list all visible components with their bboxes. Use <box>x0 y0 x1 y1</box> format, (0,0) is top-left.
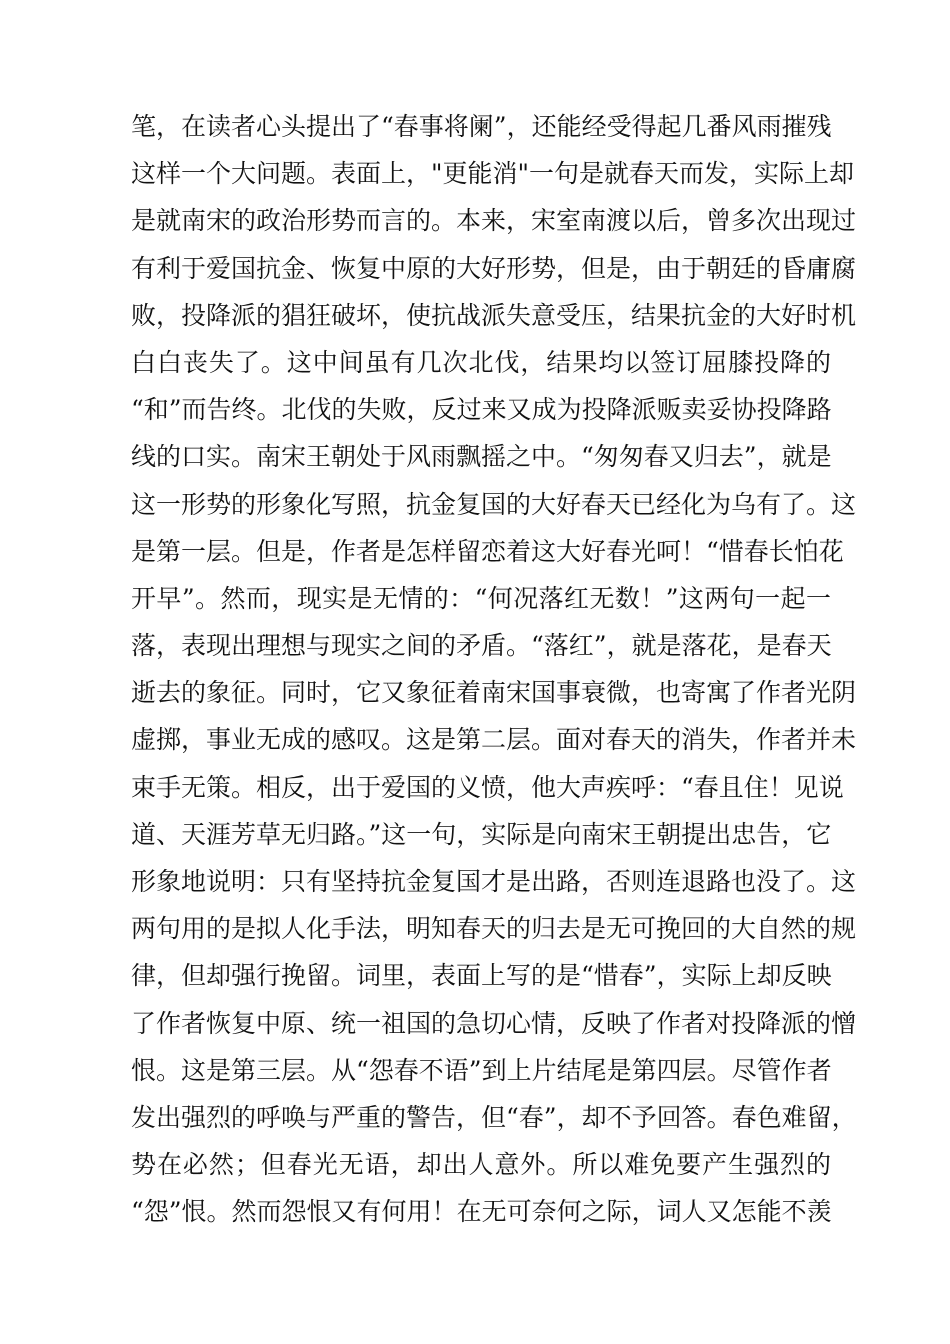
text-line-14: 虚掷，事业无成的感叹。这是第二层。面对春天的消失，作者并未 <box>131 725 857 755</box>
text-line-5: 败，投降派的猖狂破坏，使抗战派失意受压，结果抗金的大好时机 <box>131 300 857 330</box>
text-line-16: 道、天涯芳草无归路。”这一句，实际是向南宋王朝提出忠告，它 <box>131 819 832 849</box>
text-line-2: 这样一个大问题。表面上，"更能消"一句是就春天而发，实际上却 <box>131 159 855 189</box>
text-line-8: 线的口实。南宋王朝处于风雨飘摇之中。“匆匆春又归去”，就是 <box>131 442 832 472</box>
text-line-6: 白白丧失了。这中间虽有几次北伐，结果均以签订屈膝投降的 <box>131 347 831 377</box>
text-line-18: 两句用的是拟人化手法，明知春天的归去是无可挽回的大自然的规 <box>131 914 857 944</box>
text-line-24: “怨”恨。然而怨恨又有何用！在无可奈何之际，词人又怎能不羡 <box>131 1197 832 1227</box>
text-line-15: 束手无策。相反，出于爱国的义愤，他大声疾呼：“春且住！见说 <box>131 772 844 802</box>
text-line-9: 这一形势的形象化写照，抗金复国的大好春天已经化为乌有了。这 <box>131 489 857 519</box>
text-line-21: 恨。这是第三层。从“怨春不语”到上片结尾是第四层。尽管作者 <box>131 1055 832 1085</box>
text-line-10: 是第一层。但是，作者是怎样留恋着这大好春光呵！“惜春长怕花 <box>131 536 844 566</box>
text-line-23: 势在必然；但春光无语，却出人意外。所以难免要产生强烈的 <box>131 1150 831 1180</box>
text-line-3: 是就南宋的政治形势而言的。本来，宋室南渡以后，曾多次出现过 <box>131 206 857 236</box>
text-line-12: 落，表现出理想与现实之间的矛盾。“落红”，就是落花，是春天 <box>131 631 832 661</box>
text-line-4: 有利于爱国抗金、恢复中原的大好形势，但是，由于朝廷的昏庸腐 <box>131 253 857 283</box>
text-line-22: 发出强烈的呼唤与严重的警告，但“春”，却不予回答。春色难留， <box>131 1102 857 1132</box>
body-paragraph <box>131 103 857 1236</box>
text-line-17: 形象地说明：只有坚持抗金复国才是出路，否则连退路也没了。这 <box>131 867 857 896</box>
text-line-20: 了作者恢复中原、统一祖国的急切心情，反映了作者对投降派的憎 <box>131 1008 857 1038</box>
text-line-7: “和”而告终。北伐的失败，反过来又成为投降派贩卖妥协投降路 <box>131 395 832 425</box>
text-line-19: 律，但却强行挽留。词里，表面上写的是“惜春”，实际上却反映 <box>131 961 832 991</box>
text-line-1: 笔，在读者心头提出了“春事将阑”，还能经受得起几番风雨摧残 <box>131 112 832 141</box>
text-line-11: 开早”。然而，现实是无情的：“何况落红无数！”这两句一起一 <box>131 583 831 613</box>
text-line-13: 逝去的象征。同时，它又象征着南宋国事衰微，也寄寓了作者光阴 <box>131 678 857 708</box>
